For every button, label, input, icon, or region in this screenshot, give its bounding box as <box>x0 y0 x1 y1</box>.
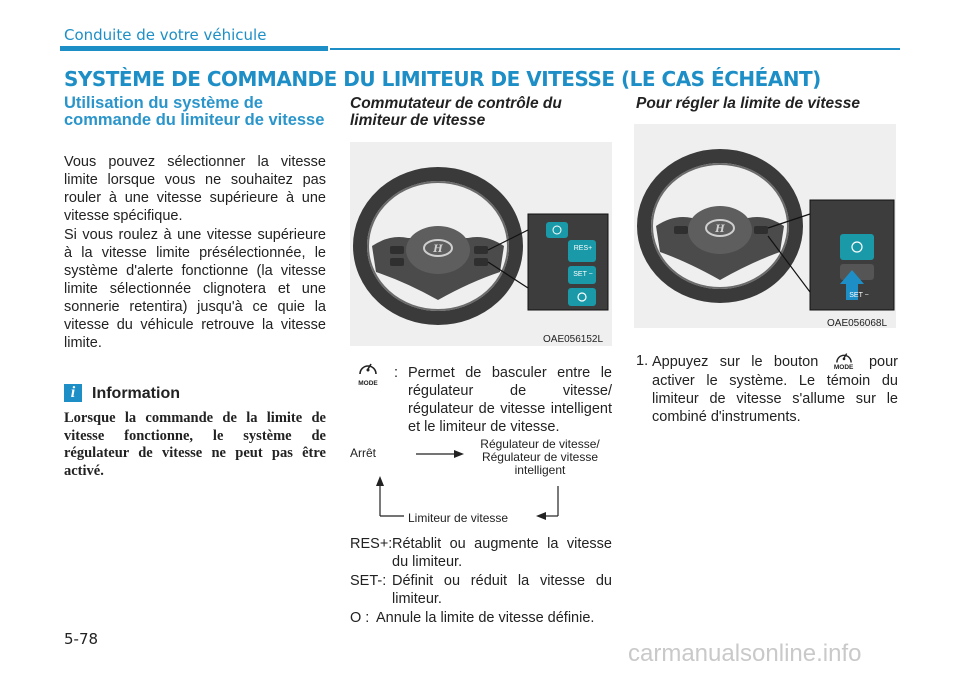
page-title: SYSTÈME DE COMMANDE DU LIMITEUR DE VITESSE (LE CAS ÉCHÉANT) <box>64 67 821 91</box>
col1-paragraph-1: Vous pouvez sélectionner la vitesse limite lorsque vous ne souhaitez pas rouler à une vitesse supérieure à une vitesse spécifique. <box>64 154 326 224</box>
header-rule <box>330 48 900 50</box>
col1-paragraph-2: Si vous roulez à une vitesse supérieure à la vitesse limite présélectionnée, le système d'alerte fonctionne (la vitesse limite sélectionnée clignotera et une sonnerie retentira) jusqu'à ce quie la vitesse du véhicule retrouve la vitesse limite. <box>64 227 326 351</box>
mode-colon: : <box>394 365 399 381</box>
section-header: Conduite de votre véhicule <box>64 26 267 44</box>
col3-heading: Pour régler la limite de vitesse <box>636 95 860 112</box>
mode-icon-inline <box>830 352 858 372</box>
image-code: OAE056152L <box>543 334 604 345</box>
steering-wheel-image-2 <box>634 124 896 328</box>
mode-icon-inline-label: MODE <box>833 364 854 371</box>
mode-description-text: Permet de basculer entre le régulateur de vitesse/ régulateur de vitesse intelligent et le limiteur de vitesse. <box>408 365 612 435</box>
svg-text:H: H <box>715 224 725 235</box>
cycle-limiter-label: Limiteur de vitesse <box>408 511 509 525</box>
mode-icon-label: MODE <box>358 380 378 387</box>
mode-icon <box>354 360 382 386</box>
info-icon: i <box>64 384 82 402</box>
header-bar <box>60 46 328 51</box>
step-1-text <box>652 352 898 426</box>
image-code-2: OAE056068L <box>827 318 888 329</box>
set-label: SET-: <box>350 573 387 589</box>
col1-heading: Utilisation du système de commande du limiteur de vitesse <box>64 94 325 129</box>
set-button-label: SET − <box>573 271 593 278</box>
step-1 <box>636 352 898 426</box>
set-text: Définit ou réduit la vitesse du limiteur. <box>392 573 612 607</box>
set-button-label-2: SET − <box>849 292 869 299</box>
col2-heading: Commutateur de contrôle du limiteur de vitesse <box>350 95 562 129</box>
res-label: RES+: <box>350 536 393 552</box>
step-number: 1. <box>636 353 649 369</box>
svg-text:H: H <box>433 244 443 255</box>
set-description <box>350 572 612 608</box>
steering-wheel-image <box>350 142 612 346</box>
res-button-label: RES+ <box>573 245 593 252</box>
mode-description <box>394 364 612 436</box>
page-number: 5-78 <box>64 630 99 648</box>
cancel-label: O : <box>350 610 370 626</box>
step-1-text-b: pour activer le système. Le témoin du limiteur de vitesse s'allume sur le combiné d'instruments. <box>652 353 899 425</box>
cancel-description <box>350 609 612 627</box>
cancel-text: Annule la limite de vitesse définie. <box>376 610 595 626</box>
watermark: carmanualsonline.info <box>628 640 862 667</box>
cycle-off-label: Arrêt <box>350 446 377 460</box>
cycle-cruise-label: Régulateur de vitesse/ Régulateur de vitesse intelligent <box>480 437 600 477</box>
info-text: Lorsque la commande de la limite de vitesse fonctionne, le système de régulateur de vitesse ne peut pas être activé. <box>64 410 326 479</box>
info-heading: Information <box>92 385 180 402</box>
mode-cycle-diagram <box>350 436 612 532</box>
steering-wheel-illustration <box>350 142 612 346</box>
res-text: Rétablit ou augmente la vitesse du limiteur. <box>392 536 612 570</box>
res-description <box>350 535 612 571</box>
step-1-text-a: Appuyez sur le bouton <box>652 353 819 370</box>
